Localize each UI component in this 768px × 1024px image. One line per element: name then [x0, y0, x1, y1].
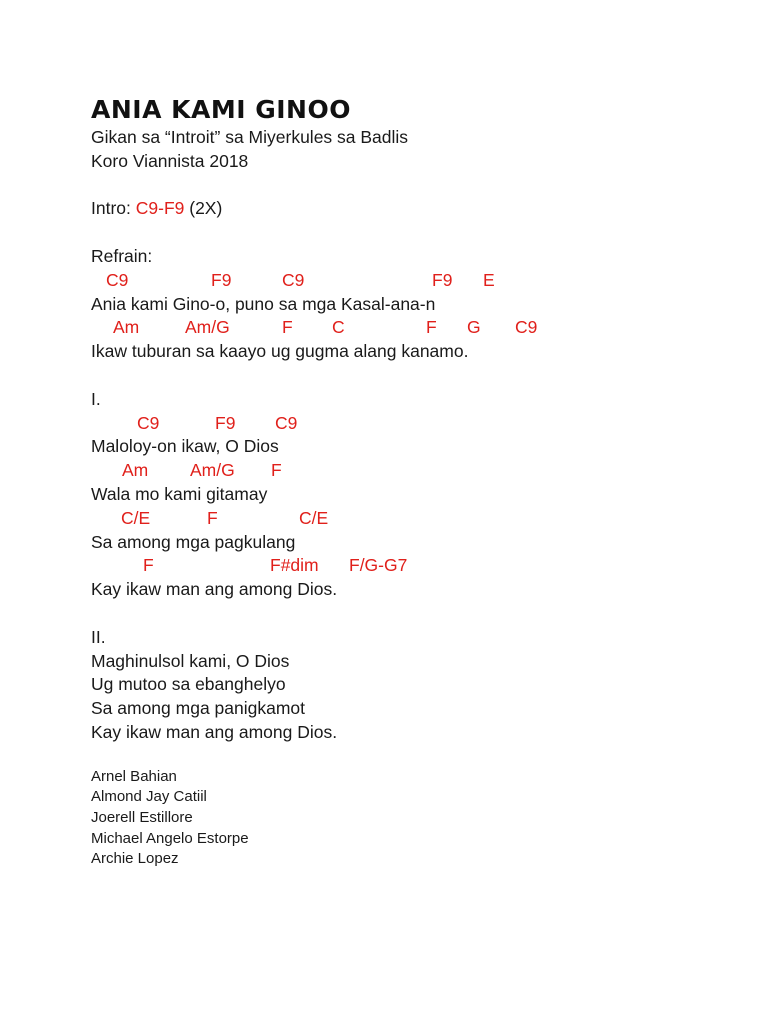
intro-chords: C9-F9 [135, 198, 185, 219]
verse-1-chord-line-3 [91, 507, 748, 531]
chord: F/G-G7 [349, 555, 408, 576]
verse-1-lyric-2: Wala mo kami gitamay [91, 483, 268, 504]
chord: C9 [515, 317, 538, 338]
credits [91, 767, 748, 870]
credit-name: Almond Jay Catiil [91, 788, 207, 806]
intro-suffix: (2X) [184, 198, 223, 219]
chord: C9 [282, 269, 305, 290]
chord: F9 [432, 269, 453, 290]
credit-name: Archie Lopez [91, 850, 179, 868]
lyrics-sheet [91, 94, 748, 870]
chord: C9 [137, 412, 160, 433]
refrain-chord-line-2 [91, 316, 748, 340]
verse-2-lyric-4: Kay ikaw man ang among Dios. [91, 721, 338, 742]
refrain-chord-line-1 [91, 269, 748, 293]
chord: F [282, 317, 293, 338]
chord: Am/G [185, 317, 230, 338]
verse-1-lyric-3: Sa among mga pagkulang [91, 531, 296, 552]
chord: C/E [121, 507, 151, 528]
song-title: ANIA KAMI GINOO [91, 95, 351, 124]
chord: F#dim [270, 555, 319, 576]
intro-line [91, 197, 748, 221]
verse-1-chord-line-4 [91, 554, 748, 578]
chord: F [207, 507, 218, 528]
chord: F9 [215, 412, 236, 433]
verse-2-label: II. [91, 626, 106, 647]
song-source: Gikan sa “Introit” sa Miyerkules sa Badlis [91, 127, 409, 147]
chord: Am [113, 317, 140, 338]
chord: C9 [106, 269, 129, 290]
choir-name: Koro Viannista 2018 [91, 150, 249, 171]
chord: C [332, 317, 345, 338]
chord: F [143, 555, 154, 576]
credit-name: Joerell Estillore [91, 808, 193, 826]
refrain-label: Refrain: [91, 245, 153, 266]
verse-1-chord-line-2 [91, 459, 748, 483]
chord: Am/G [190, 460, 235, 481]
refrain-lyric-1: Ania kami Gino-o, puno sa mga Kasal-ana-n [91, 293, 436, 314]
verse-2-lyric-3: Sa among mga panigkamot [91, 698, 306, 719]
chord: F9 [211, 269, 232, 290]
chord: Am [122, 460, 149, 481]
chord: C9 [275, 412, 298, 433]
verse-1-label: I. [91, 388, 101, 409]
credit-name: Michael Angelo Estorpe [91, 829, 249, 847]
refrain-lyric-2: Ikaw tuburan sa kaayo ug gugma alang kanamo. [91, 341, 469, 362]
verse-1-chord-line-1 [91, 412, 748, 436]
chord: E [483, 269, 495, 290]
chord: F [426, 317, 437, 338]
credit-name: Arnel Bahian [91, 767, 177, 785]
verse-2-lyric-1: Maghinulsol kami, O Dios [91, 650, 290, 671]
chord: G [467, 317, 481, 338]
verse-1-lyric-1: Maloloy-on ikaw, O Dios [91, 436, 279, 457]
chord: C/E [299, 507, 329, 528]
chord: F [271, 460, 282, 481]
verse-2-lyric-2: Ug mutoo sa ebanghelyo [91, 674, 286, 695]
verse-1-lyric-4: Kay ikaw man ang among Dios. [91, 579, 338, 600]
intro-label: Intro: [91, 198, 136, 219]
